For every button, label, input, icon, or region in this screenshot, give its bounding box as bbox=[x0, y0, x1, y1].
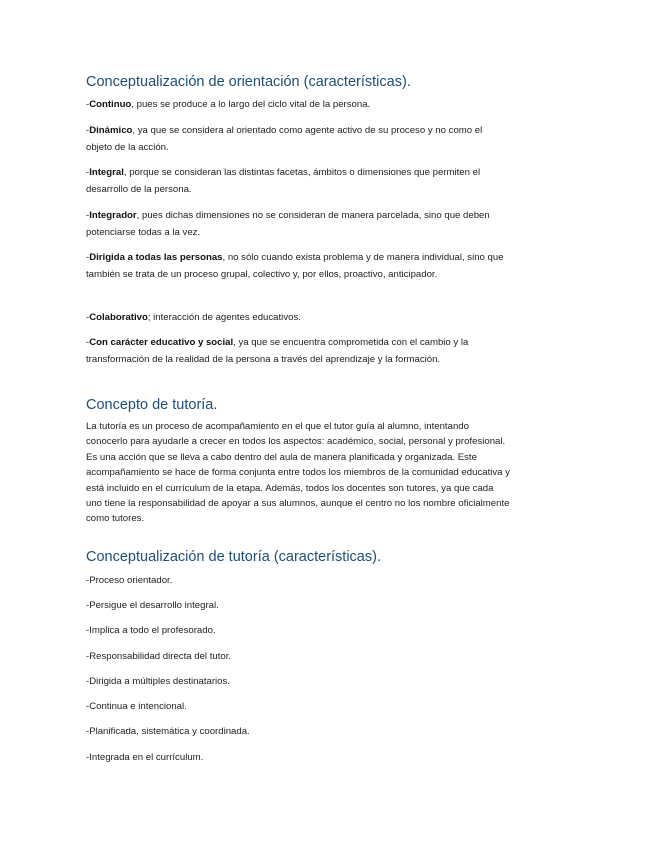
section-heading-tutoria-caracteristicas: Conceptualización de tutoría (características). bbox=[86, 549, 381, 565]
list-item: -Persigue el desarrollo integral. bbox=[86, 600, 219, 611]
list-item-integral: -Integral, porque se consideran las distintas facetas, ámbitos o dimensiones que permiten el desarrollo de la persona. bbox=[86, 167, 481, 196]
list-item: -Continua e intencional. bbox=[86, 701, 187, 712]
list-item-caracter-educativo: -Con carácter educativo y social, ya que se encuentra comprometida con el cambio y la transformación de la realidad de la persona a través del aprendizaje y la formación. bbox=[86, 337, 469, 366]
list-item-continuo: -Continuo, pues se produce a lo largo del ciclo vital de la persona. bbox=[86, 99, 371, 110]
list-item-integrador: -Integrador, pues dichas dimensiones no se consideran de manera parcelada, sino que deben potenciarse todas a la vez. bbox=[86, 210, 490, 239]
list-item: -Responsabilidad directa del tutor. bbox=[86, 651, 232, 662]
section-heading-orientacion: Conceptualización de orientación (características). bbox=[86, 74, 411, 90]
list-item: -Integrada en el currículum. bbox=[86, 752, 204, 763]
list-item-dirigida: -Dirigida a todas las personas, no sólo cuando exista problema y de manera individual, sino que también se trata de un proceso grupal, colectivo y, por ellos, proactivo, anticipador. bbox=[86, 252, 504, 281]
list-item: -Dirigida a múltiples destinatarios. bbox=[86, 676, 230, 687]
list-item: -Planificada, sistemática y coordinada. bbox=[86, 726, 250, 737]
paragraph-tutoria: La tutoría es un proceso de acompañamiento en el que el tutor guía al alumno, intentando conocerlo para ayudarle a crecer en todos los aspectos: académico, social, personal y profesional. Es una acción que se lleva a cabo dentro del aula de manera planificada y organizada. Este acompañamiento se hace de forma conjunta entre todos los miembros de la comunidad educativa y está incluido en el currículum de la etapa. Además, todos los docentes son tutores, ya que cada uno tiene la responsabilidad de apoyar a sus alumnos, aunque el centro no los nombre oficialmente como tutores. bbox=[86, 421, 510, 525]
list-item-colaborativo: -Colaborativo; interacción de agentes educativos. bbox=[86, 312, 301, 323]
list-item-dinamico: -Dinámico, ya que se considera al orientado como agente activo de su proceso y no como el objeto de la acción. bbox=[86, 125, 483, 154]
list-item: -Proceso orientador. bbox=[86, 575, 173, 586]
list-item: -Implica a todo el profesorado. bbox=[86, 625, 216, 636]
section-heading-concepto-tutoria: Concepto de tutoría. bbox=[86, 397, 218, 413]
